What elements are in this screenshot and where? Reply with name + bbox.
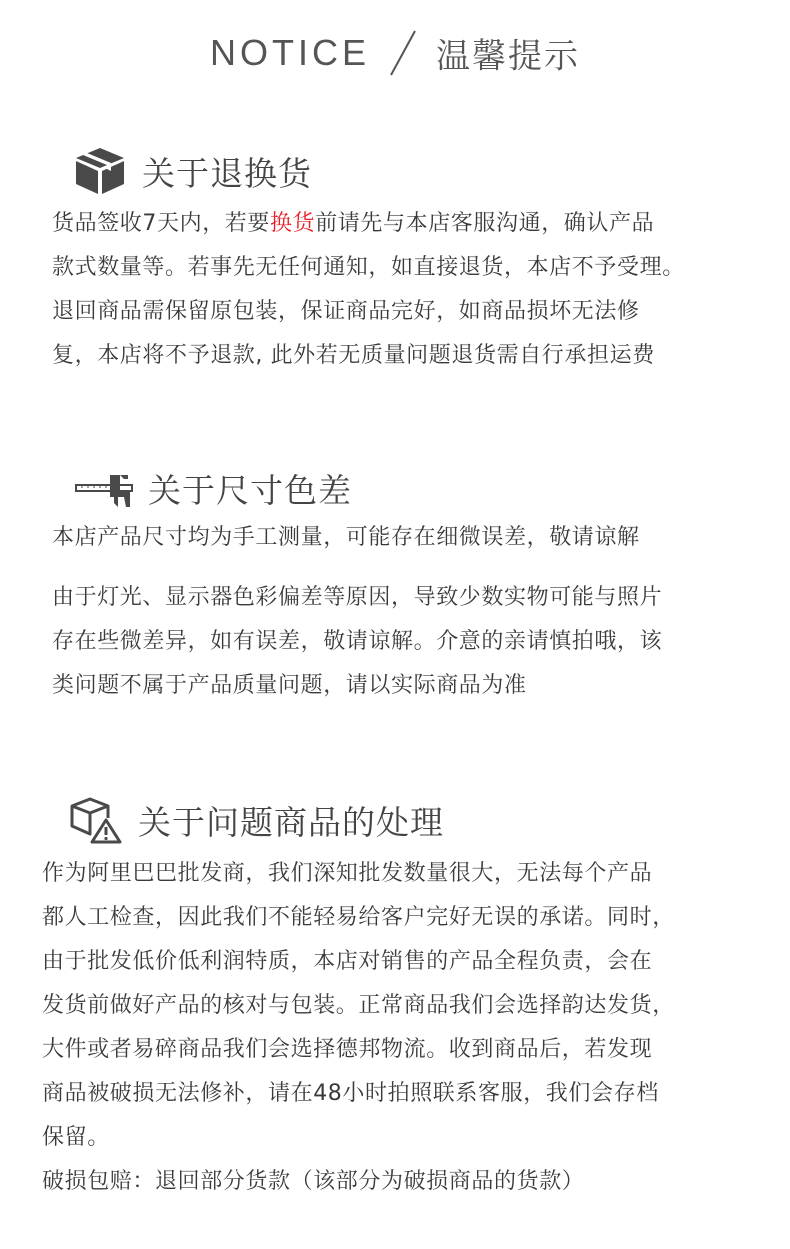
body-line: 款式数量等。若事先无任何通知，如直接退货，本店不予受理。 xyxy=(52,255,685,280)
slash-divider-icon xyxy=(388,28,418,78)
body-line: 类问题不属于产品质量问题，请以实际商品为准 xyxy=(52,673,527,698)
box-warning-icon xyxy=(70,796,122,844)
body-line: 保留。 xyxy=(42,1125,110,1150)
header-chinese: 温馨提示 xyxy=(436,36,580,77)
line-text: 前请先与本店客服沟通，确认产品 xyxy=(315,211,655,236)
body-line: 作为阿里巴巴批发商，我们深知批发数量很大，无法每个产品 xyxy=(42,861,653,886)
section-title-text: 关于尺寸色差 xyxy=(148,471,352,510)
line-text: 货品签收7天内，若要 xyxy=(52,211,270,236)
section-problem-title xyxy=(70,796,444,844)
body-line: 退回商品需保留原包装，保证商品完好，如商品损坏无法修 xyxy=(52,299,640,324)
box-icon xyxy=(74,146,126,196)
notice-header xyxy=(0,28,790,88)
body-line: 由于批发低价低利润特质，本店对销售的产品全程负责，会在 xyxy=(42,949,653,974)
body-line: 破损包赔：退回部分货款（该部分为破损商品的货款） xyxy=(42,1169,585,1194)
body-line: 复，本店将不予退款, 此外若无质量问题退货需自行承担运费 xyxy=(52,343,655,368)
body-line: 由于灯光、显示器色彩偏差等原因，导致少数实物可能与照片 xyxy=(52,585,663,610)
section-returns-title xyxy=(74,146,312,196)
highlight-exchange: 换货 xyxy=(270,211,316,236)
body-line: 都人工检查，因此我们不能轻易给客户完好无误的承诺。同时， xyxy=(42,905,675,930)
section-size-body-2 xyxy=(52,576,662,708)
body-line xyxy=(52,202,685,246)
section-title-text: 关于退换货 xyxy=(142,153,312,193)
section-returns-body xyxy=(52,202,685,378)
section-size-title xyxy=(74,465,352,512)
section-problem-body xyxy=(42,852,675,1204)
body-line: 商品被破损无法修补，请在48小时拍照联系客服，我们会存档 xyxy=(42,1081,659,1106)
caliper-icon xyxy=(74,469,134,509)
body-line: 本店产品尺寸均为手工测量，可能存在细微误差，敬请谅解 xyxy=(52,525,640,550)
section-size-body-1 xyxy=(52,516,640,560)
body-line: 大件或者易碎商品我们会选择德邦物流。收到商品后，若发现 xyxy=(42,1037,653,1062)
body-line: 发货前做好产品的核对与包装。正常商品我们会选择韵达发货， xyxy=(42,993,675,1018)
header-english: NOTICE xyxy=(209,32,370,73)
body-line: 存在些微差异，如有误差，敬请谅解。介意的亲请慎拍哦，该 xyxy=(52,629,663,654)
section-title-text: 关于问题商品的处理 xyxy=(138,802,444,842)
